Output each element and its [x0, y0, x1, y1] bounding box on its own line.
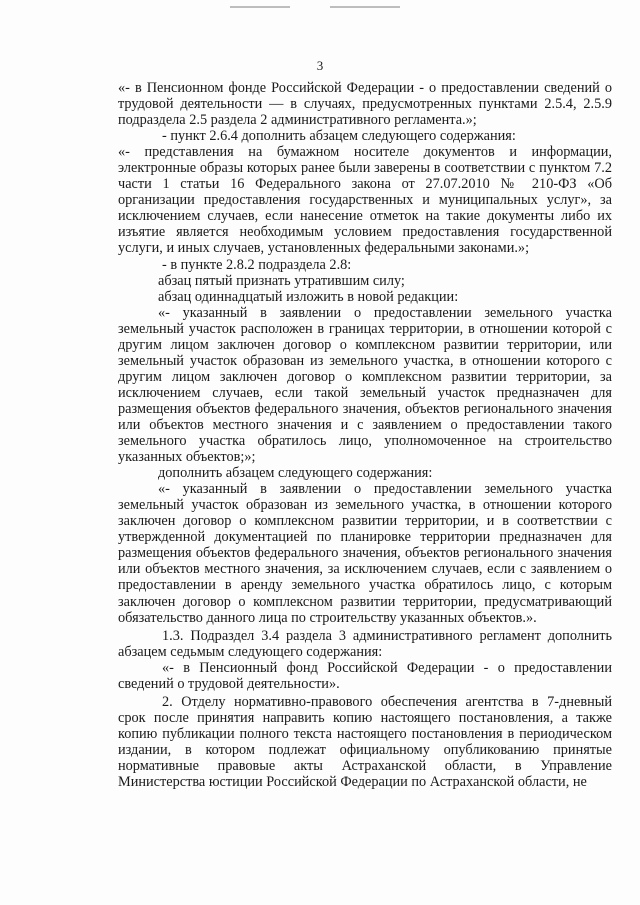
paragraph-item-2-6-4: - пункт 2.6.4 дополнить абзацем следующего содержания:: [162, 128, 516, 145]
paragraph-pension-fund: «- в Пенсионном фонде Российской Федерации - о предоставлении сведений о трудовой деятельности — в случаях, предусмотренных пунктами 2.5.4, 2.5.9 подраздела 2.5 раздела 2 административного регламента.»;: [118, 80, 612, 129]
scan-artifact: [330, 6, 400, 8]
paragraph-legal-department: 2. Отделу нормативно-правового обеспечения агентства в 7-дневный срок после принятия направить копию настоящего постановления, а также копию публикации полного текста настоящего постановления в периодическом издании, в котором подлежат официальному опубликованию принятые нормативные правовые акты Астраханской области, в Управление Министерства юстиции Российской Федерации по Астраханской области, не: [118, 693, 612, 791]
paragraph-land-plot-formed: «- указанный в заявлении о предоставлении земельного участка земельный участок образован из земельного участка, в отношении которого заключен договор о комплексном развитии территории, и в соответствии с утвержденной документацией по планировке территории предназначен для размещения объектов федерального значения, объектов регионального значения или объектов местного значения, за исключением случаев, если с заявлением о предоставлении в аренду земельного участка обратилось лицо, с которым заключен договор о комплексном развитии территории, предусматривающий обязательство данного лица по строительству указанных объектов.».: [118, 481, 612, 626]
paragraph-paper-documents: «- представления на бумажном носителе документов и информации, электронные образы которых ранее были заверены в соответствии с пунктом 7.2 части 1 статьи 16 Федерального закона от 27.07.2010 № 210-ФЗ «Об организации предоставления государственных и муниципальных услуг», за исключением случаев, если нанесение отметок на такие документы либо их изъятие является необходимым условием предоставления государственной услуги, и иных случаев, установленных федеральными законами.»;: [118, 144, 612, 257]
paragraph-supplement-intro: дополнить абзацем следующего содержания:: [158, 465, 433, 482]
page-number: 3: [316, 58, 324, 73]
document-body: [118, 80, 612, 790]
paragraph-fifth-lost-force: абзац пятый признать утратившим силу;: [158, 272, 405, 289]
paragraph-land-plot-territory: «- указанный в заявлении о предоставлении земельного участка земельный участок расположен в границах территории, в отношении которой с другим лицом заключен договор о комплексном развитии территории, или земельный участок образован из земельного участка, в отношении которого с другим лицом заключен договор о комплексном развитии территории, за исключением случаев, если такой земельный участок предназначен для размещения объектов федерального значения, объектов регионального значения или объектов местного значения и с заявлением о предоставлении такого земельного участка обратилось лицо, уполномоченное на строительство указанных объектов;»;: [118, 304, 612, 466]
paragraph-eleventh-new-edition: абзац одиннадцатый изложить в новой редакции:: [158, 288, 459, 305]
paragraph-subsection-3-4: 1.3. Подраздел 3.4 раздела 3 административного регламент дополнить абзацем седьмым следующего содержания:: [118, 627, 612, 660]
paragraph-item-2-8-2: - в пункте 2.8.2 подраздела 2.8:: [162, 256, 352, 273]
paragraph-pension-fund-info: «- в Пенсионный фонд Российской Федерации - о предоставлении сведений о трудовой деятельности».: [118, 659, 612, 692]
scan-artifact: [230, 6, 290, 8]
